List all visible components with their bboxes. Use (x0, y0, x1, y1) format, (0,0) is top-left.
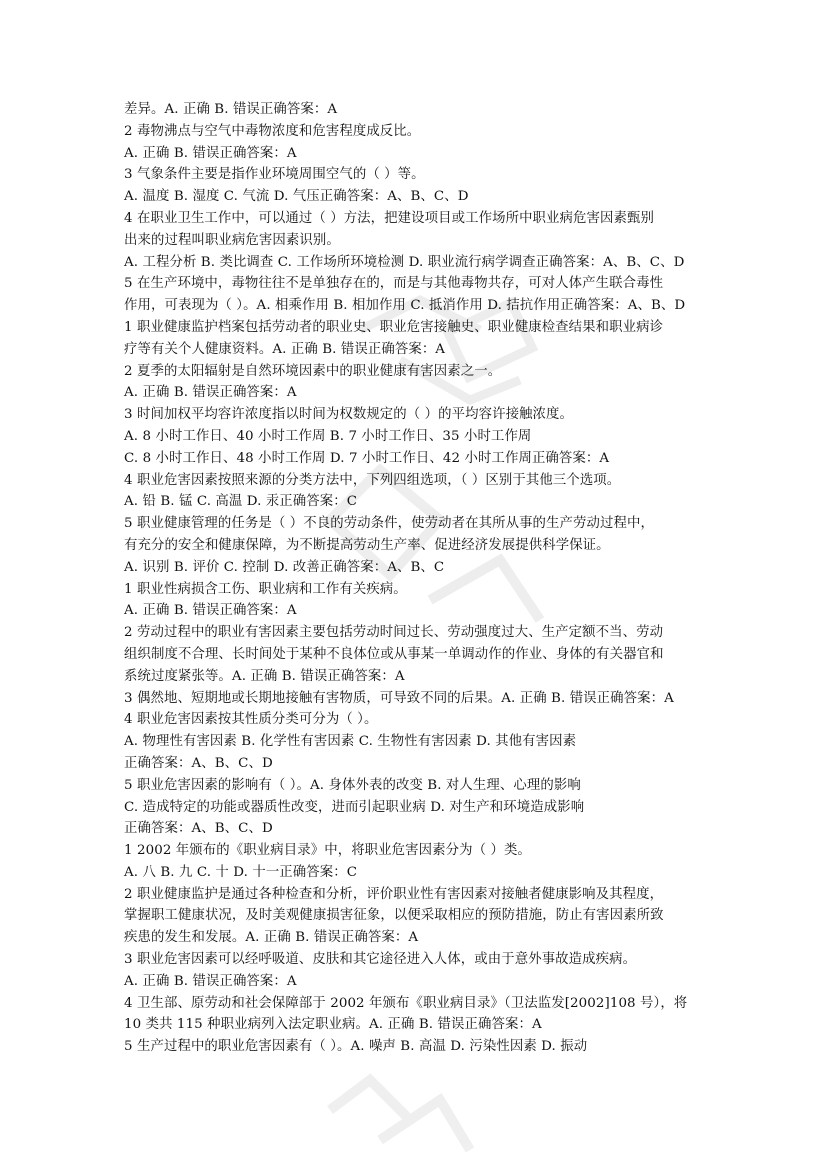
text-line: 4 职业危害因素按照来源的分类方法中，下列四组选项，（ ）区别于其他三个选项。 (124, 472, 621, 488)
text-line: 3 时间加权平均容许浓度指以时间为权数规定的（ ）的平均容许接触浓度。 (124, 407, 574, 423)
text-line: A. 物理性有害因素 B. 化学性有害因素 C. 生物性有害因素 D. 其他有害因素 (124, 734, 577, 750)
text-line: A. 识别 B. 评价 C. 控制 D. 改善正确答案：A、B、C (124, 559, 445, 575)
text-line: 5 职业健康管理的任务是（ ）不良的劳动条件，使劳动者在其所从事的生产劳动过程中， (124, 516, 654, 532)
text-line: 10 类共 115 种职业病列入法定职业病。A. 正确 B. 错误正确答案：A (124, 1017, 542, 1033)
text-line: 2 毒物沸点与空气中毒物浓度和危害程度成反比。 (124, 123, 421, 139)
text-line: 2 夏季的太阳辐射是自然环境因素中的职业健康有害因素之一。 (124, 363, 502, 379)
watermark-bottom (330, 1080, 470, 1150)
text-line: C. 8 小时工作日、48 小时工作周 D. 7 小时工作日、42 小时工作周正确答案：A (124, 450, 610, 466)
text-line: A. 温度 B. 湿度 C. 气流 D. 气压正确答案：A、B、C、D (124, 189, 469, 205)
text-line: A. 工程分析 B. 类比调查 C. 工作场所环境检测 D. 职业流行病学调查正确答案：A、B、C、D (124, 254, 685, 270)
text-line: 1 2002 年颁布的《职业病目录》中，将职业危害因素分为（ ）类。 (124, 843, 531, 859)
text-line: 5 生产过程中的职业危害因素有（ ）。A. 噪声 B. 高温 D. 污染性因素 D. 振动 (124, 1039, 588, 1055)
text-line: 5 在生产环境中，毒物往往不是单独存在的，而是与其他毒物共存，可对人体产生联合毒性 (124, 276, 664, 292)
text-line: 掌握职工健康状况，及时美观健康损害征象，以便采取相应的预防措施，防止有害因素所致 (124, 908, 664, 924)
text-line: A. 正确 B. 错误正确答案：A (124, 603, 297, 619)
text-line: 3 偶然地、短期地或长期地接触有害物质，可导致不同的后果。A. 正确 B. 错误正确答案：A (124, 690, 674, 706)
text-line: 4 卫生部、原劳动和社会保障部于 2002 年颁布《职业病目录》（卫法监发[2002]108 号），将 (124, 995, 688, 1011)
text-line: 4 在职业卫生工作中，可以通过（ ）方法，把建设项目或工作场所中职业病危害因素甄别 (124, 210, 654, 226)
text-line: 3 职业危害因素可以经呼吸道、皮肤和其它途径进入人体，或由于意外事故造成疾病。 (124, 952, 637, 968)
text-line: 5 职业危害因素的影响有（ ）。A. 身体外表的改变 B. 对人生理、心理的影响 (124, 777, 581, 793)
text-line: 差异。A. 正确 B. 错误正确答案：A (124, 102, 338, 117)
text-line: 作用，可表现为（ ）。A. 相乘作用 B. 相加作用 C. 抵消作用 D. 拮抗作用正确答案：A、B、D (124, 298, 686, 314)
text-line: 1 职业健康监护档案包括劳动者的职业史、职业危害接触史、职业健康检查结果和职业病诊 (124, 319, 664, 335)
text-line: A. 正确 B. 错误正确答案：A (124, 145, 297, 161)
text-line: 有充分的安全和健康保障，为不断提高劳动生产率、促进经济发展提供科学保证。 (124, 537, 610, 553)
text-line: 疗等有关个人健康资料。A. 正确 B. 错误正确答案：A (124, 341, 446, 357)
text-line: A. 八 B. 九 C. 十 D. 十一正确答案：C (124, 864, 358, 880)
text-line: A. 正确 B. 错误正确答案：A (124, 385, 297, 401)
text-line: 正确答案：A、B、C、D (124, 755, 273, 771)
text-content (124, 99, 714, 1058)
text-line: 出来的过程叫职业病危害因素识别。 (124, 232, 340, 248)
text-line: 系统过度紧张等。A. 正确 B. 错误正确答案：A (124, 668, 405, 684)
text-line: 4 职业危害因素按其性质分类可分为（ ）。 (124, 712, 378, 728)
text-line: A. 铅 B. 锰 C. 高温 D. 汞正确答案：C (124, 494, 358, 510)
text-line: 正确答案：A、B、C、D (124, 821, 273, 837)
text-line: 疾患的发生和发展。A. 正确 B. 错误正确答案：A (124, 930, 419, 946)
text-line: 1 职业性病损含工伤、职业病和工作有关疾病。 (124, 581, 407, 597)
text-line: 2 劳动过程中的职业有害因素主要包括劳动时间过长、劳动强度过大、生产定额不当、劳动 (124, 625, 664, 641)
text-line: 2 职业健康监护是通过各种检查和分析，评价职业性有害因素对接触者健康影响及其程度， (124, 886, 664, 902)
text-line: A. 8 小时工作日、40 小时工作周 B. 7 小时工作日、35 小时工作周 (124, 428, 532, 444)
text-line: 组织制度不合理、长时间处于某种不良体位或从事某一单调动作的作业、身体的有关器官和 (124, 646, 664, 662)
text-line: A. 正确 B. 错误正确答案：A (124, 973, 297, 989)
text-line: 3 气象条件主要是指作业环境周围空气的（ ）等。 (124, 167, 425, 183)
text-line: C. 造成特定的功能或器质性改变，进而引起职业病 D. 对生产和环境造成影响 (124, 799, 585, 815)
